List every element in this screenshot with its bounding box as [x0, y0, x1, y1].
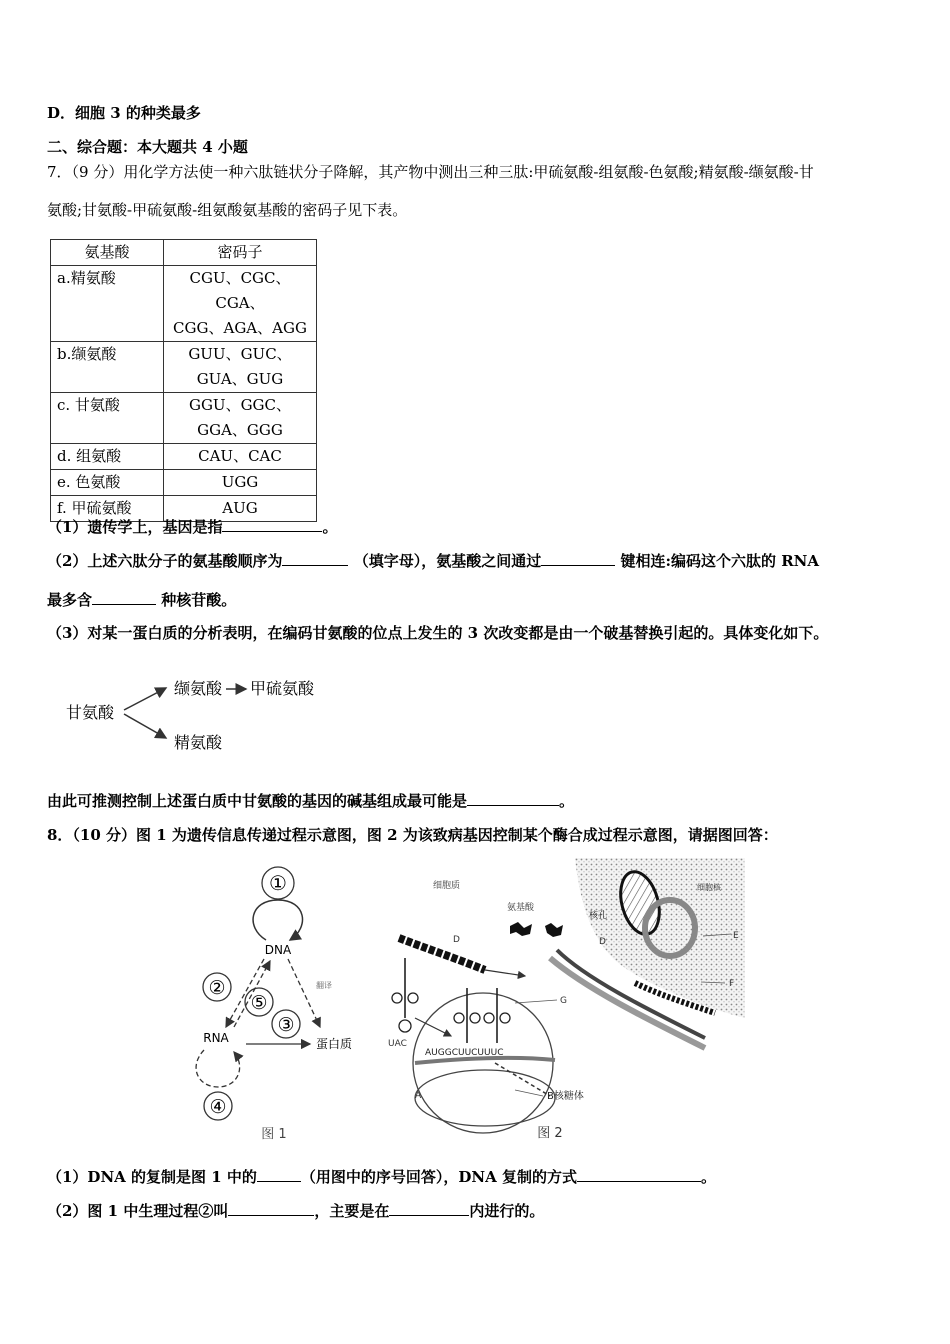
amino-acid-label: 氨基酸: [507, 903, 535, 913]
label-a: A: [415, 1091, 422, 1101]
q7-conclusion: [47, 790, 574, 811]
answer-blank[interactable]: [282, 551, 348, 566]
table-row: [51, 470, 317, 496]
answer-blank[interactable]: [577, 1167, 701, 1182]
label-e: E: [733, 931, 739, 941]
figure-1-caption: 图 1: [261, 1127, 287, 1142]
amino-acid-shape-2: [545, 923, 563, 937]
q7-sub1-prefix: （1）遗传学上，基因是指: [47, 518, 223, 536]
q8-sub1: [47, 1166, 716, 1187]
answer-blank[interactable]: [467, 791, 559, 806]
table-cell-amino-acid: c. 甘氨酸: [51, 393, 164, 444]
q8-sub2-a: （2）图 1 中生理过程②叫: [47, 1202, 229, 1220]
label-1: ①: [269, 871, 287, 895]
q8-sub2-b: ，主要是在: [314, 1202, 390, 1220]
label-2: ②: [208, 977, 226, 999]
table-cell-codons: AUG: [164, 496, 317, 522]
replication-loop: [253, 900, 302, 940]
upper-next-amino-acid: 甲硫氨酸: [250, 679, 315, 698]
q8-sub1-c: 。: [701, 1168, 717, 1186]
protein-label: 蛋白质: [316, 1037, 353, 1051]
lower-amino-acid: 精氨酸: [174, 733, 223, 752]
mrna-line: [415, 1058, 555, 1063]
answer-blank[interactable]: [92, 590, 156, 605]
table-header-row: [51, 240, 317, 266]
source-amino-acid: 甘氨酸: [66, 703, 115, 722]
table-header-amino-acid: 氨基酸: [51, 240, 164, 266]
codon-line: GUA、GUG: [196, 370, 284, 388]
table-cell-amino-acid: e. 色氨酸: [51, 470, 164, 496]
table-cell-codons: [164, 266, 317, 342]
q8-sub2: [47, 1200, 544, 1221]
peptide-chain: [399, 938, 485, 970]
nucleus-label: 细胞核: [697, 883, 721, 892]
rna-replication-loop: [196, 1050, 240, 1087]
codon-line: CGG、AGA、AGG: [173, 319, 307, 337]
q7-stem-line2: 氨酸;甘氨酸-甲硫氨酸-组氨酸氨基酸的密码子见下表。: [47, 201, 408, 219]
table-cell-amino-acid: f. 甲硫氨酸: [51, 496, 164, 522]
codon-table: [50, 239, 317, 522]
q7-sub2-b: （填字母），氨基酸之间通过: [353, 552, 542, 570]
codon-line: GUU、GUC、: [188, 345, 292, 363]
table-row: [51, 342, 317, 393]
pointer-g: [515, 1000, 557, 1003]
answer-blank[interactable]: [257, 1167, 301, 1182]
codon-line: GGU、GGC、: [188, 396, 292, 414]
label-d-inner: D: [599, 937, 606, 947]
label-g: G: [560, 996, 567, 1006]
q8-sub2-c: 内进行的。: [469, 1202, 545, 1220]
figure-1: [190, 862, 360, 1147]
q7-stem-line1: 7．（9 分）用化学方法使一种六肽链状分子降解，其产物中测出三种三肽:甲硫氨酸-组氨酸-色氨酸;精氨酸-缬氨酸-甘: [47, 163, 814, 181]
ribosome-small: [415, 1070, 555, 1126]
answer-blank[interactable]: [228, 1201, 314, 1216]
nuclear-pore-label: 核孔: [589, 911, 608, 921]
table-header-codon: 密码子: [164, 240, 317, 266]
label-f: F: [729, 979, 735, 989]
label-3: ③: [277, 1014, 295, 1036]
label-4: ④: [209, 1096, 227, 1118]
table-row: [51, 266, 317, 342]
dna-label: DNA: [264, 943, 292, 957]
figure-2-caption: 图 2: [537, 1126, 563, 1141]
arrow-upper: [124, 688, 166, 710]
q8-sub1-b: （用图中的序号回答），DNA 复制的方式: [300, 1168, 577, 1186]
q7-sub2-e: 种核苷酸。: [161, 591, 237, 609]
amino-acid-shape: [510, 922, 532, 936]
table-cell-amino-acid: b.缬氨酸: [51, 342, 164, 393]
table-cell-amino-acid: a.精氨酸: [51, 266, 164, 342]
pointer-ribosome: [515, 1090, 543, 1096]
section-title: 二、综合题：本大题共 4 小题: [47, 138, 248, 156]
table-cell-codons: [164, 342, 317, 393]
q7-sub1-suffix: 。: [322, 518, 338, 536]
q8-stem: 8．（10 分）图 1 为遗传信息传递过程示意图，图 2 为该致病基因控制某个酶合成过程示意图，请据图回答：: [47, 826, 778, 844]
table-cell-codons: UGG: [164, 470, 317, 496]
q7-sub2: [47, 550, 819, 571]
q7-conclusion-suffix: 。: [559, 792, 575, 810]
q7-sub2-a: （2）上述六肽分子的氨基酸顺序为: [47, 552, 283, 570]
q7-sub1: [47, 516, 337, 537]
ribosome-label: B核糖体: [547, 1091, 584, 1102]
q8-sub1-a: （1）DNA 的复制是图 1 中的: [47, 1168, 257, 1186]
table-cell-codons: CAU、CAC: [164, 444, 317, 470]
q7-sub2-d: 最多含: [47, 591, 93, 609]
label-d: D: [453, 935, 460, 945]
cytoplasm-label: 细胞质: [433, 881, 461, 891]
direction-arrow: [495, 1063, 550, 1096]
trna-arrow: [415, 1018, 451, 1036]
mutation-diagram: [60, 670, 340, 760]
q7-sub2-c: 键相连:编码这个六肽的 RNA: [620, 552, 820, 570]
rna-label: RNA: [203, 1031, 229, 1045]
label-5: ⑤: [250, 992, 268, 1014]
codon-line: GGA、GGG: [197, 421, 283, 439]
mrna-sequence: AUGGCUUCUUUC: [425, 1048, 504, 1058]
answer-blank[interactable]: [389, 1201, 469, 1216]
anticodon-label: UAC: [388, 1039, 407, 1049]
figure-2: [385, 858, 755, 1148]
table-cell-amino-acid: d. 组氨酸: [51, 444, 164, 470]
answer-blank[interactable]: [222, 517, 322, 532]
table-row: [51, 393, 317, 444]
answer-blank[interactable]: [541, 551, 615, 566]
chain-arrow: [485, 970, 525, 976]
upper-amino-acid: 缬氨酸: [174, 679, 223, 698]
q7-conclusion-prefix: 由此可推测控制上述蛋白质中甘氨酸的基因的碱基组成最可能是: [47, 792, 468, 810]
table-row: [51, 444, 317, 470]
codon-line: CGU、CGC、CGA、: [189, 269, 291, 312]
arrow-lower: [124, 714, 166, 738]
q7-sub2-cont: [47, 589, 236, 610]
option-d: D．细胞 3 的种类最多: [47, 104, 201, 122]
table-cell-codons: [164, 393, 317, 444]
q7-sub3: （3）对某一蛋白质的分析表明，在编码甘氨酸的位点上发生的 3 次改变都是由一个破基替换引起的。具体变化如下。: [47, 624, 829, 642]
small-label: 翻译: [316, 981, 332, 990]
